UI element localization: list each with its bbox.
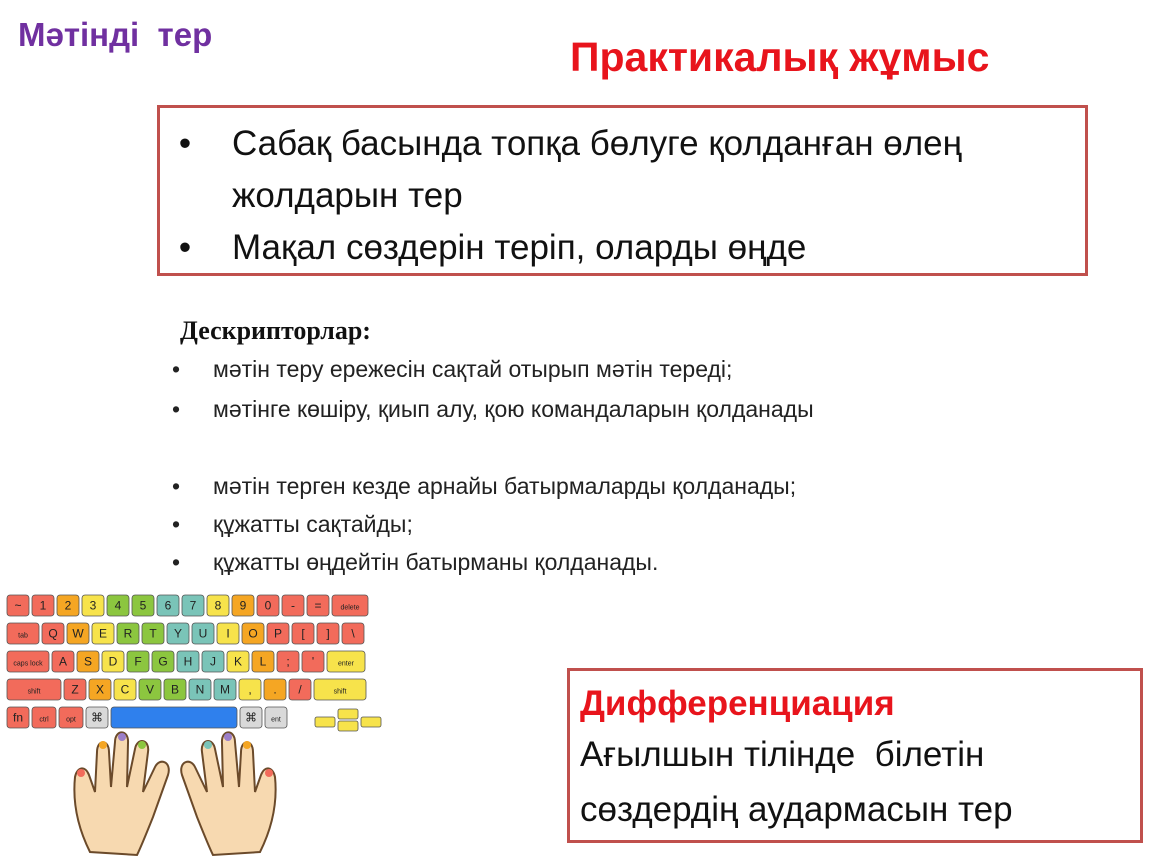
differentiation-title: Дифференциация [580, 684, 895, 723]
keyboard-key-label: S [83, 654, 93, 669]
keyboard-key-label: \ [351, 626, 355, 641]
bullet-icon: • [178, 228, 192, 267]
task-item-text: Мақал сөздерін теріп, оларды өңде [232, 228, 807, 267]
keyboard-key-label: W [72, 626, 84, 641]
keyboard-key-label: E [98, 626, 108, 641]
keyboard-key-label: 7 [189, 598, 197, 613]
task-box [157, 105, 1088, 276]
slide-title: Практикалық жұмыс [570, 34, 990, 80]
keyboard-key-label: 9 [239, 598, 247, 613]
keyboard-key-label: P [273, 626, 283, 641]
keyboard-key-label: shift [333, 688, 347, 696]
keyboard-key-label: O [248, 626, 258, 641]
keyboard-key-label: L [259, 654, 267, 669]
keyboard-key-label: fn [12, 710, 24, 725]
keyboard-key-label: Z [71, 682, 79, 697]
descriptor-text: мәтінге көшіру, қиып алу, қою командаларын қолданады [213, 396, 814, 422]
bullet-icon: • [178, 124, 192, 163]
keyboard-key-label: I [226, 626, 230, 641]
descriptor-text: құжатты өңдейтін батырманы қолданады. [213, 549, 659, 575]
keyboard-key-label: C [120, 682, 130, 697]
keyboard-key-label: 3 [89, 598, 97, 613]
keyboard-key-label: H [183, 654, 193, 669]
bullet-icon: • [171, 473, 181, 499]
keyboard-key-label: N [195, 682, 205, 697]
keyboard-key-label: D [108, 654, 118, 669]
keyboard-key-label: 5 [139, 598, 147, 613]
arrow-key [338, 721, 358, 731]
descriptor-text: мәтін терген кезде арнайы батырмаларды қолданады; [213, 473, 797, 499]
keyboard-key-label: ; [286, 654, 290, 669]
left-hand-icon [74, 732, 168, 855]
keyboard-key-label: 2 [64, 598, 72, 613]
keyboard-key-label: ent [271, 716, 281, 724]
arrow-key [315, 717, 335, 727]
keyboard-key-label: B [170, 682, 180, 697]
keyboard-key-label: U [198, 626, 208, 641]
keyboard-key-label: ' [311, 654, 315, 669]
keyboard-key-label: V [145, 682, 155, 697]
bullet-icon: • [171, 356, 181, 382]
descriptor-text: мәтін теру ережесін сақтай отырып мәтін тереді; [213, 356, 733, 382]
keyboard-key-label: / [298, 682, 302, 697]
hands-illustration [74, 732, 275, 855]
keyboard-key-label: Q [48, 626, 58, 641]
keyboard-key-label: 6 [164, 598, 172, 613]
keyboard-key-label: 1 [39, 598, 47, 613]
differentiation-box [567, 668, 1143, 843]
right-hand-icon [181, 732, 275, 855]
keyboard-key-label: . [273, 682, 277, 697]
keyboard-key-label: , [248, 682, 252, 697]
arrow-key [338, 709, 358, 719]
keyboard-key-label: G [158, 654, 168, 669]
keyboard-key-label: 8 [214, 598, 222, 613]
lesson-topic: Мәтінді тер [18, 16, 213, 53]
keyboard-key-label: ⌘ [245, 710, 257, 725]
keyboard-key-label: shift [27, 688, 41, 696]
descriptors-heading: Дескрипторлар: [180, 316, 371, 345]
keyboard-key-label: ~ [14, 598, 22, 613]
task-item-text: Сабақ басында топқа бөлуге қолданған өлең жолдарын тер [232, 124, 962, 215]
keyboard-key-label: R [123, 626, 133, 641]
keyboard-key-label: tab [18, 632, 28, 640]
keyboard-key-label: X [95, 682, 105, 697]
arrow-key [361, 717, 381, 727]
keyboard-key-label: 4 [114, 598, 122, 613]
keyboard-key-label: M [220, 682, 230, 697]
keyboard-key-label: delete [340, 604, 360, 612]
keyboard-key-label: ⌘ [91, 710, 103, 725]
keyboard-key-label: T [149, 626, 157, 641]
keyboard-key-label: Y [173, 626, 183, 641]
keyboard-key [111, 707, 237, 728]
bullet-icon: • [171, 549, 181, 575]
bullet-icon: • [171, 511, 181, 537]
keyboard-key-label: K [233, 654, 243, 669]
keyboard-key-label: 0 [264, 598, 272, 613]
descriptor-text: құжатты сақтайды; [213, 511, 413, 537]
keyboard-key-label: F [134, 654, 142, 669]
keyboard-key-label: enter [338, 660, 354, 668]
keyboard-key-label: J [210, 654, 216, 669]
keyboard-key-label: = [314, 598, 322, 613]
keyboard-key-label: [ [301, 626, 305, 641]
keyboard-illustration [5, 587, 385, 857]
keyboard-key-label: ] [326, 626, 330, 641]
keyboard-key-label: caps lock [13, 660, 43, 668]
keyboard-key-label: A [58, 654, 68, 669]
bullet-icon: • [171, 396, 181, 422]
keyboard-key-label: - [291, 598, 295, 613]
keyboard-key-label: opt [66, 716, 76, 724]
differentiation-text: Ағылшын тілінде білетін сөздердің аудармасын тер [580, 735, 1013, 829]
keyboard-key-label: ctrl [39, 716, 49, 724]
